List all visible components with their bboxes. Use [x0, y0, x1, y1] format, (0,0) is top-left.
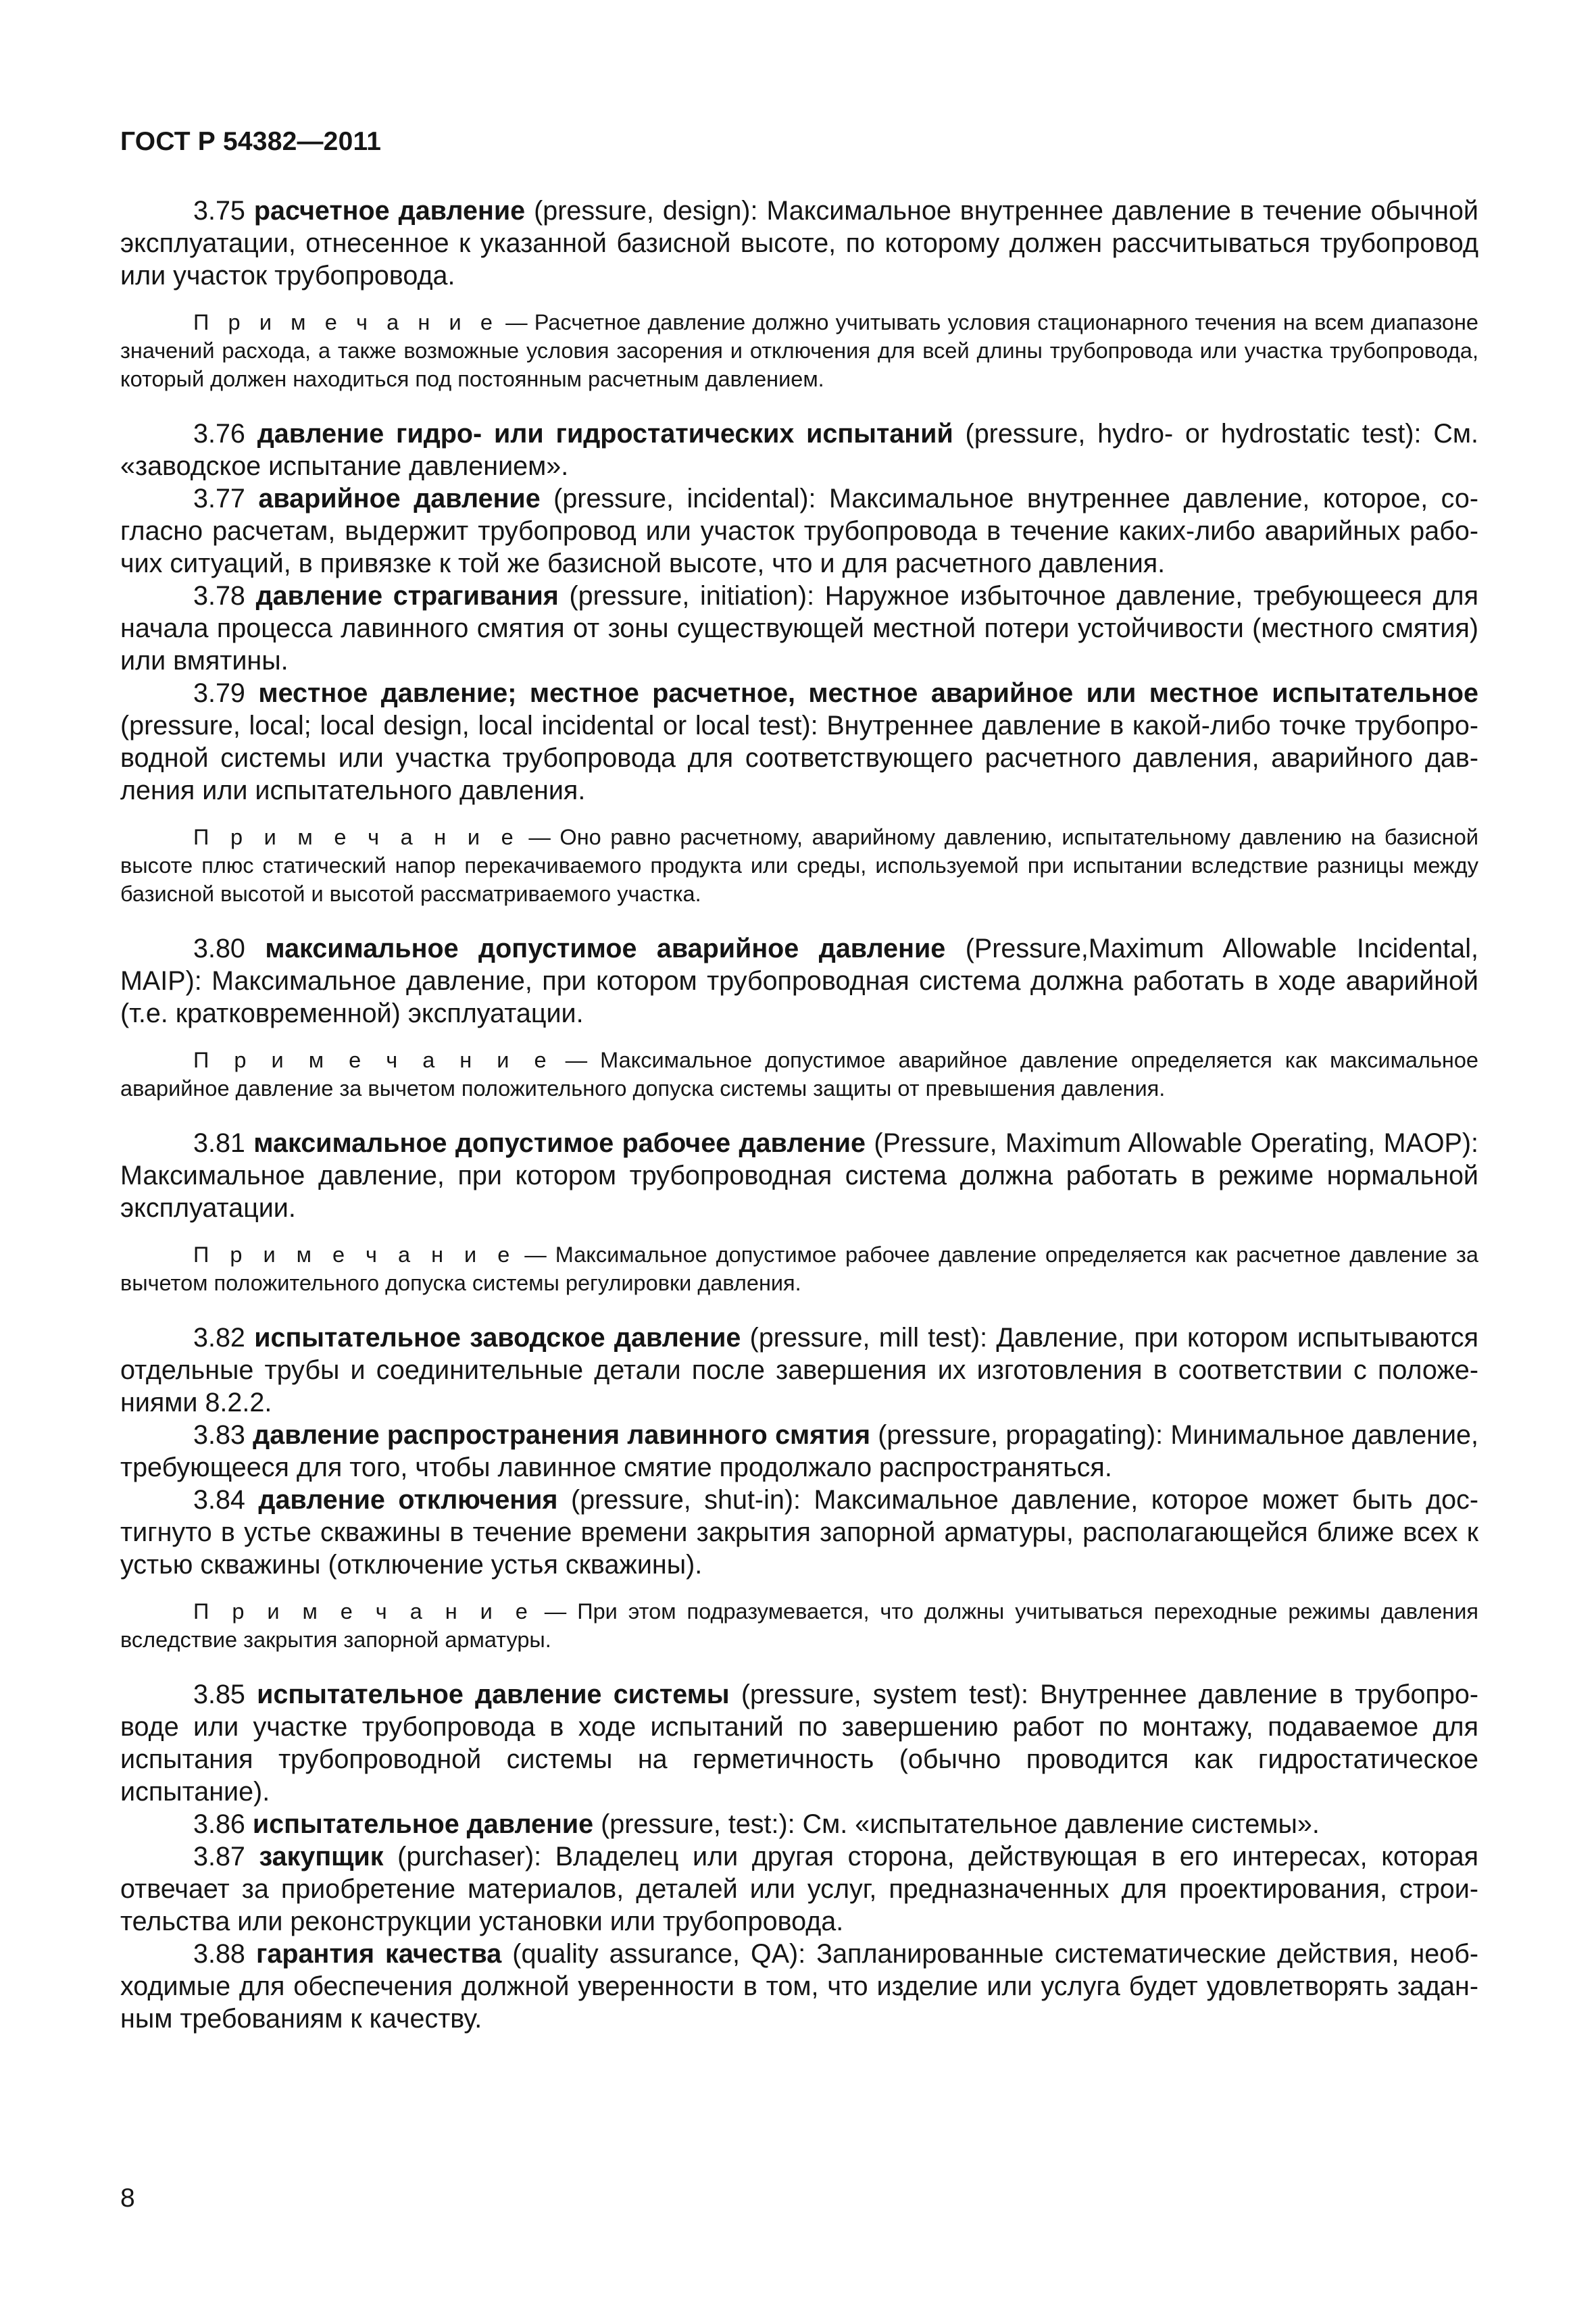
- page-number: 8: [120, 2184, 135, 2213]
- definition-text: (Pressure,Maximum Allowable Incidental, MAIP): Максимальное давление, при котором трубопроводная система должна работать в ходе аварийной (т.е. кратковременной) эксплуатации.: [120, 934, 1478, 1028]
- definition-term: гарантия качества: [255, 1939, 502, 1969]
- definition-text: (purchaser): Владелец или другая сторона, действующая в его интересах, которая отвечает за приобретение материалов, деталей или услуг, предназначенных для проектирования, строительства или реконструкции установки или трубопровода.: [120, 1842, 1479, 1936]
- definition-term: испытательное давление: [252, 1809, 594, 1839]
- definition-text: (pressure, mill test): Давление, при котором испытываются отдельные трубы и соединительные детали после завершения их изготовления в соответствии с положениями 8.2.2.: [120, 1323, 1479, 1417]
- definition-term: давление распространения лавинного смятия: [253, 1420, 870, 1450]
- definition-term: расчетное давление: [253, 196, 526, 226]
- definition-3-83: [120, 1419, 1478, 1484]
- note-3-84: [120, 1597, 1478, 1654]
- definition-3-81: [120, 1127, 1478, 1224]
- definition-term: максимальное допустимое аварийное давление: [265, 934, 946, 963]
- definition-term: испытательное заводское давление: [254, 1323, 741, 1353]
- definition-text: (pressure, design): Максимальное внутреннее давление в течение обычной эксплуатации, отнесенное к указанной базисной высоте, по которому должен рассчитываться трубопровод или участок трубопровода.: [120, 196, 1479, 291]
- definition-3-78: [120, 580, 1478, 677]
- note-text: — Оно равно расчетному, аварийному давлению, испытательному давлению на базисной высоте плюс статический напор перекачиваемого продукта или среды, используемой при испытании вследствие разницы между базисной высотой и высотой рассматриваемого участка.: [120, 825, 1478, 906]
- note-label: П р и м е ч а н и е: [193, 1048, 553, 1072]
- definition-number: 3.80: [193, 934, 245, 963]
- note-3-80: [120, 1046, 1478, 1103]
- note-label: П р и м е ч а н и е: [193, 1242, 516, 1267]
- definition-number: 3.86: [193, 1809, 245, 1839]
- note-label: П р и м е ч а н и е: [193, 825, 520, 849]
- definition-term: закупщик: [259, 1842, 384, 1871]
- note-label: П р и м е ч а н и е: [193, 1599, 534, 1624]
- definition-text: (pressure, propagating): Минимальное давление, требующееся для того, чтобы лавинное смятие продолжало распространяться.: [120, 1420, 1478, 1482]
- note-text: — Максимальное допустимое аварийное давление определяется как максимальное аварийное давление за вычетом положительного допуска системы защиты от превышения давления.: [120, 1048, 1478, 1101]
- definition-number: 3.84: [193, 1485, 245, 1515]
- definition-number: 3.76: [193, 419, 245, 449]
- definition-number: 3.79: [193, 678, 245, 708]
- definition-number: 3.85: [193, 1680, 245, 1709]
- definition-text: (quality assurance, QA): Запланированные систематические действия, необходимые для обеспечения должной уверенности в том, что изделие или услуга будет удовлетворять заданным требованиям к качеству.: [120, 1939, 1479, 2034]
- definition-number: 3.87: [193, 1842, 245, 1871]
- definition-3-85: [120, 1678, 1478, 1808]
- note-3-81: [120, 1240, 1478, 1297]
- definition-3-88: [120, 1938, 1478, 2035]
- definition-3-79: [120, 677, 1478, 807]
- definition-3-84: [120, 1484, 1478, 1581]
- definition-number: 3.75: [193, 196, 245, 226]
- definition-3-80: [120, 932, 1478, 1030]
- definition-3-87: [120, 1840, 1478, 1938]
- definition-term: аварийное давление: [258, 484, 541, 513]
- note-text: — Максимальное допустимое рабочее давление определяется как расчетное давление за вычетом положительного допуска системы регулировки давления.: [120, 1242, 1478, 1295]
- definition-3-76: [120, 418, 1478, 482]
- definition-term: максимальное допустимое рабочее давление: [253, 1128, 866, 1158]
- definition-text: (pressure, local; local design, local incidental or local test): Внутреннее давление в какой-либо точке трубопроводной системы или участка трубопровода для соответствующего расчетного давления, аварийного давления или испытательного давления.: [120, 711, 1478, 805]
- definition-text: (pressure, test:): См. «испытательное давление системы».: [593, 1809, 1320, 1839]
- definition-3-82: [120, 1322, 1478, 1419]
- definition-term: давление отключения: [258, 1485, 558, 1515]
- definition-3-77: [120, 482, 1478, 580]
- definition-text: (Pressure, Maximum Allowable Operating, MAOP): Максимальное давление, при котором трубопроводная система должна работать в режиме нормальной эксплуатации.: [120, 1128, 1479, 1223]
- definition-text: (pressure, hydro- or hydrostatic test): См. «заводское испытание давлением».: [120, 419, 1478, 481]
- definition-text: (pressure, shut-in): Максимальное давление, которое может быть достигнуто в устье скважины в течение времени закрытия запорной арматуры, располагающейся ближе всех к устью скважины (отключение устья скважины).: [120, 1485, 1478, 1580]
- standard-header: ГОСТ Р 54382—2011: [120, 127, 382, 156]
- note-text: — При этом подразумевается, что должны учитываться переходные режимы давления вследствие закрытия запорной арматуры.: [120, 1599, 1478, 1652]
- definition-term: местное давление; местное расчетное, местное аварийное или местное испытательное: [258, 678, 1478, 708]
- note-3-75: [120, 308, 1478, 393]
- note-3-79: [120, 823, 1478, 908]
- definition-text: (pressure, system test): Внутреннее давление в трубопроводе или участке трубопровода в ходе испытаний по завершению работ по монтажу, подаваемое для испытания трубопроводной системы на герметичность (обычно проводится как гидростатическое испытание).: [120, 1680, 1478, 1807]
- definition-text: (pressure, incidental): Максимальное внутреннее давление, которое, согласно расчетам, выдержит трубопровод или участок трубопровода в течение каких-либо аварийных рабочих ситуаций, в привязке к той же базисной высоте, что и для расчетного давления.: [120, 484, 1478, 578]
- definition-number: 3.82: [193, 1323, 245, 1353]
- definition-number: 3.88: [193, 1939, 245, 1969]
- definition-number: 3.78: [193, 581, 245, 611]
- definition-term: испытательное давление системы: [257, 1680, 730, 1709]
- definition-3-75: [120, 195, 1478, 292]
- definition-term: давление страгивания: [255, 581, 559, 611]
- note-text: — Расчетное давление должно учитывать условия стационарного течения на всем диапазоне значений расхода, а также возможные условия засорения и отключения для всей длины трубопровода или участка трубопровода, который должен находиться под постоянным расчетным давлением.: [120, 310, 1478, 391]
- definition-term: давление гидро- или гидростатических испытаний: [257, 419, 953, 449]
- definitions-body: [120, 195, 1478, 2035]
- definition-number: 3.77: [193, 484, 245, 513]
- definition-number: 3.81: [193, 1128, 245, 1158]
- definition-text: (pressure, initiation): Наружное избыточное давление, требующееся для начала процесса лавинного смятия от зоны существующей местной потери устойчивости (местного смятия) или вмятины.: [120, 581, 1478, 676]
- definition-3-86: [120, 1808, 1478, 1840]
- definition-number: 3.83: [193, 1420, 245, 1450]
- note-label: П р и м е ч а н и е: [193, 310, 499, 334]
